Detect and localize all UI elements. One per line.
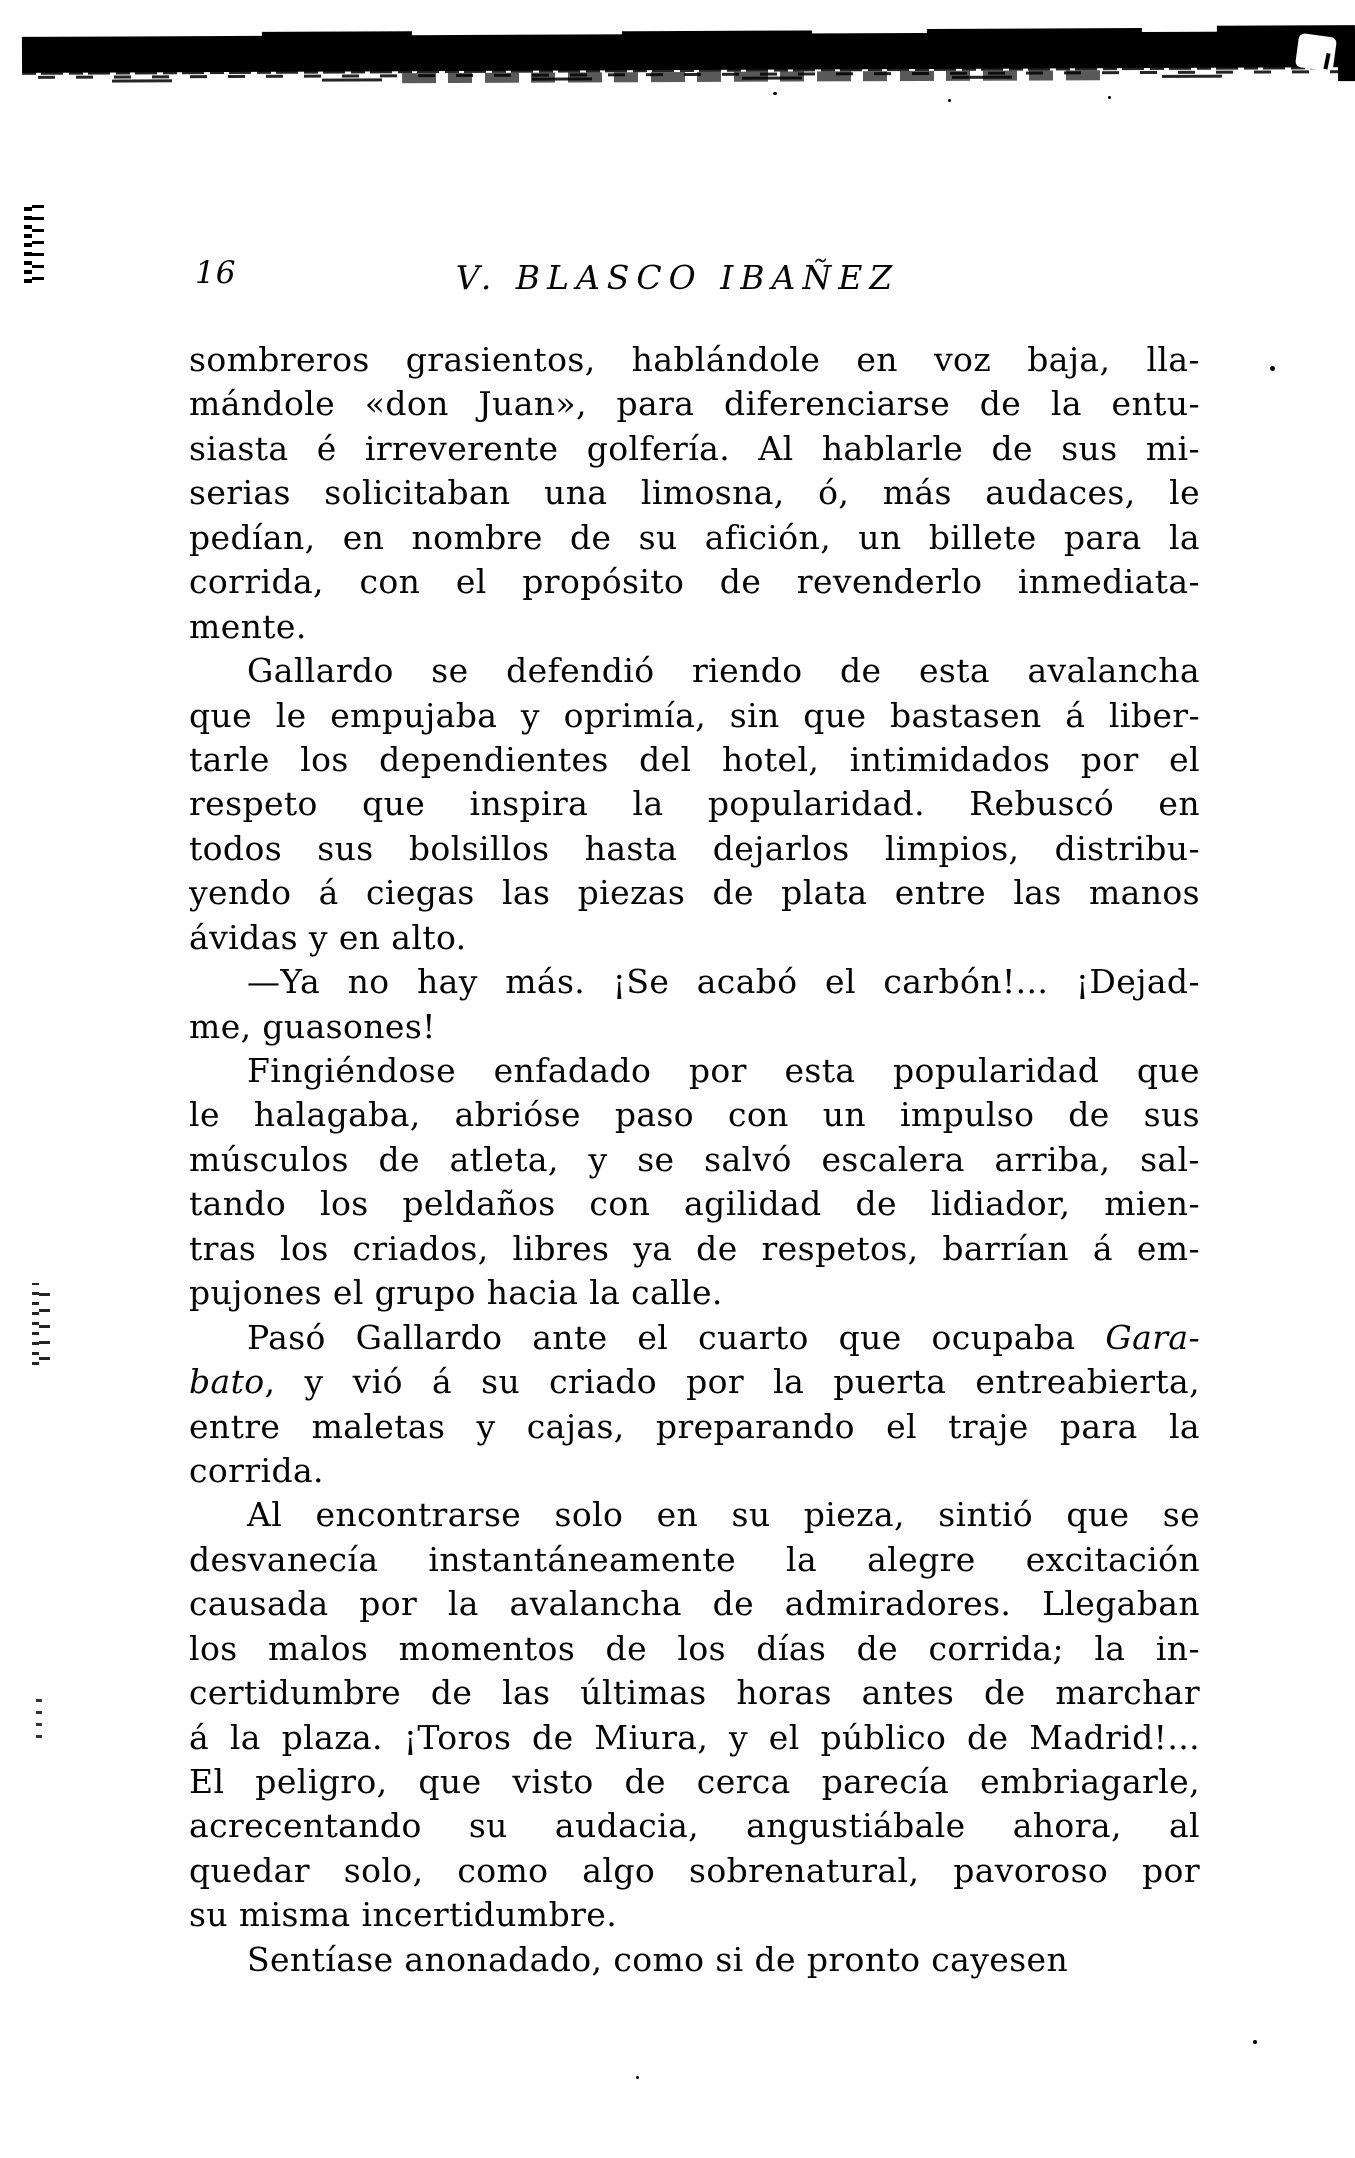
ink-speck — [1253, 2040, 1257, 2044]
text-segment: le halagaba, abrióse paso con un impulso de sus — [189, 1095, 1200, 1135]
text-line — [189, 1627, 1200, 1671]
text-segment: El peligro, que visto de cerca parecía embriagarle, — [189, 1762, 1200, 1801]
text-segment: tarle los dependientes del hotel, intimidados por el — [189, 739, 1200, 779]
text-line — [189, 560, 1200, 604]
text-line — [189, 960, 1200, 1004]
text-line — [189, 1093, 1200, 1137]
text-line — [189, 1227, 1200, 1271]
text-line — [189, 916, 1200, 960]
text-segment: pujones el grupo hacia la calle. — [189, 1273, 723, 1313]
text-line — [189, 1893, 1200, 1937]
text-line — [189, 1316, 1200, 1360]
ink-speck — [1108, 96, 1111, 99]
text-segment: los malos momentos de los días de corrida; la in- — [189, 1628, 1200, 1668]
text-segment: certidumbre de las últimas horas antes de marchar — [189, 1673, 1200, 1713]
running-title: V. BLASCO IBAÑEZ — [455, 258, 900, 297]
italic-text-segment: bato — [189, 1362, 265, 1402]
text-segment: —Ya no hay más. ¡Se acabó el carbón!... ¡Dejad- — [247, 962, 1200, 1002]
text-line — [189, 1671, 1200, 1715]
left-margin-smudge — [36, 1698, 48, 1738]
text-segment: pedían, en nombre de su afición, un billete para la — [189, 517, 1200, 557]
text-segment: sombreros grasientos, hablándole en voz baja, lla- — [189, 340, 1200, 379]
ink-speck — [636, 2076, 639, 2079]
text-segment: entre maletas y cajas, preparando el traje para la — [189, 1406, 1200, 1446]
text-segment: todos sus bolsillos hasta dejarlos limpios, distribu- — [189, 828, 1200, 868]
text-segment: desvanecía instantáneamente la alegre excitación — [189, 1539, 1200, 1579]
text-segment: mándole «don Juan», para diferenciarse de la entu- — [189, 384, 1200, 424]
text-line — [189, 782, 1200, 826]
text-segment: me, guasones! — [189, 1006, 436, 1046]
text-segment: corrida. — [189, 1450, 324, 1490]
text-segment: siasta é irreverente golfería. Al hablarle de sus mi- — [189, 428, 1200, 468]
text-segment: Al encontrarse solo en su pieza, sintió que se — [247, 1495, 1200, 1535]
text-line — [189, 338, 1200, 382]
text-segment: respeto que inspira la popularidad. Rebuscó en — [189, 784, 1200, 824]
text-segment: tando los peldaños con agilidad de lidiador, mien- — [189, 1184, 1200, 1224]
text-segment: que le empujaba y oprimía, sin que bastasen á liber- — [189, 695, 1200, 735]
left-margin-smudge — [32, 1283, 50, 1365]
text-segment: mente. — [189, 606, 307, 646]
text-line — [189, 1760, 1200, 1804]
ink-speck — [1270, 366, 1275, 371]
text-line — [189, 427, 1200, 471]
text-line — [189, 1582, 1200, 1626]
text-line — [189, 649, 1200, 693]
text-line — [189, 738, 1200, 782]
scan-ink-band-fringe — [402, 70, 1102, 83]
text-line — [189, 1493, 1200, 1537]
text-line — [189, 1538, 1200, 1582]
text-line — [189, 1049, 1200, 1093]
text-line — [189, 1360, 1200, 1404]
text-segment: Sentíase anonadado, como si de pronto cayesen — [247, 1939, 1069, 1979]
text-line — [189, 1716, 1200, 1760]
ink-speck — [773, 92, 777, 95]
text-line — [189, 605, 1200, 649]
text-line — [189, 1271, 1200, 1315]
text-line — [189, 1449, 1200, 1493]
text-line — [189, 1182, 1200, 1226]
text-line — [189, 694, 1200, 738]
text-segment: quedar solo, como algo sobrenatural, pavoroso por — [189, 1850, 1200, 1890]
text-segment: músculos de atleta, y se salvó escalera arriba, sal- — [189, 1139, 1200, 1179]
text-segment: acrecentando su audacia, angustiábale ahora, al — [189, 1806, 1200, 1846]
text-segment: su misma incertidumbre. — [189, 1895, 618, 1935]
text-line — [189, 1938, 1200, 1982]
text-segment: ávidas y en alto. — [189, 917, 467, 957]
text-segment: á la plaza. ¡Toros de Miura, y el público de Madrid!... — [189, 1717, 1200, 1757]
text-line — [189, 516, 1200, 560]
text-segment: , y vió á su criado por la puerta entreabierta, — [264, 1362, 1200, 1402]
text-line — [189, 1804, 1200, 1848]
text-line — [189, 1138, 1200, 1182]
page-text — [189, 338, 1200, 1982]
text-line — [189, 1405, 1200, 1449]
text-line — [189, 827, 1200, 871]
text-line — [189, 471, 1200, 515]
text-line — [189, 382, 1200, 426]
ink-speck — [948, 99, 951, 102]
scan-ink-band-notch — [1295, 33, 1337, 72]
text-segment: yendo á ciegas las piezas de plata entre las manos — [189, 873, 1200, 913]
text-segment: Pasó Gallardo ante el cuarto que ocupaba — [247, 1317, 1106, 1357]
text-line — [189, 1849, 1200, 1893]
text-segment: tras los criados, libres ya de respetos, barrían á em- — [189, 1228, 1200, 1268]
italic-text-segment: Gara- — [1105, 1317, 1200, 1357]
text-line — [189, 871, 1200, 915]
text-segment: causada por la avalancha de admiradores. Llegaban — [189, 1584, 1200, 1624]
text-segment: Gallardo se defendió riendo de esta avalancha — [247, 651, 1200, 691]
text-line — [189, 1005, 1200, 1049]
scan-ink-band-corner — [1338, 29, 1355, 81]
text-segment: serias solicitaban una limosna, ó, más audaces, le — [189, 473, 1200, 513]
page-number: 16 — [195, 255, 237, 291]
text-segment: Fingiéndose enfadado por esta popularidad que — [247, 1051, 1200, 1090]
text-segment: corrida, con el propósito de revenderlo inmediata- — [189, 562, 1200, 602]
scan-ink-band — [22, 27, 1355, 85]
